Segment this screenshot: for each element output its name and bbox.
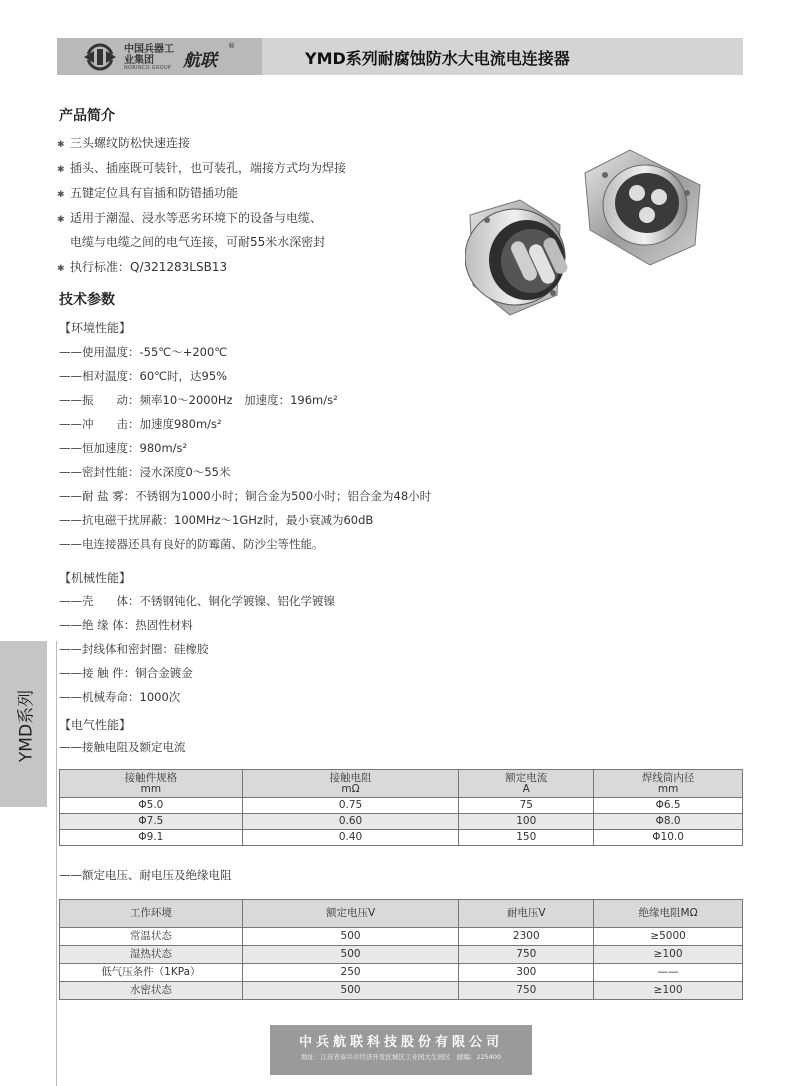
mech-item: ——绝 缘 体：热固性材料 — [59, 618, 193, 632]
bullet-star-icon: ✱ — [57, 264, 65, 274]
bullet-text: 适用于潮湿、浸水等恶劣环境下的设备与电缆、 — [70, 211, 323, 225]
contact-resistance-table — [59, 769, 743, 846]
bullet-text: 三头螺纹防松快速连接 — [70, 136, 191, 150]
table-cell: 100 — [459, 814, 594, 830]
mech-item: ——封线体和密封圈：硅橡胶 — [59, 642, 209, 656]
table-header-row — [60, 900, 743, 928]
table-row — [60, 830, 743, 846]
env-item: ——电连接器还具有良好的防霉菌、防沙尘等性能。 — [59, 537, 324, 551]
table-cell: 500 — [242, 946, 459, 964]
table-cell: 0.60 — [242, 814, 459, 830]
side-tab-label: YMD系列 — [16, 689, 37, 763]
header-unit: A — [522, 782, 530, 795]
table-row — [60, 982, 743, 1000]
mech-item: ——壳 体：不锈钢钝化、铜化学镀镍、铝化学镀镍 — [59, 594, 335, 608]
header-unit: mm — [140, 782, 162, 795]
voltage-insulation-table — [59, 899, 743, 1000]
intro-bullet — [57, 134, 190, 154]
intro-bullet — [57, 184, 238, 204]
table-cell: Φ5.0 — [60, 798, 243, 814]
header-label: 额定电流 — [505, 771, 548, 784]
table-cell: ≥100 — [594, 982, 743, 1000]
footer-company: 中兵航联科技股份有限公司 — [298, 1035, 503, 1050]
logo-english-text: NORINCO GROUP — [124, 65, 172, 71]
table-cell: 250 — [242, 964, 459, 982]
table-header-cell: 耐电压V — [459, 900, 594, 928]
table-header-cell — [60, 770, 243, 798]
env-item: ——恒加速度：980m/s² — [59, 441, 188, 455]
table-header-cell — [459, 770, 594, 798]
env-item: ——相对温度：60℃时，达95% — [59, 369, 228, 383]
table-cell: ≥100 — [594, 946, 743, 964]
mech-section-title: 【机械性能】 — [59, 571, 132, 585]
header-unit: mm — [657, 782, 679, 795]
table-cell: Φ7.5 — [60, 814, 243, 830]
table-cell: 低气压条件（1KPa） — [60, 964, 243, 982]
mech-item: ——机械寿命：1000次 — [59, 690, 181, 704]
header-label: 接触件规格 — [124, 771, 178, 784]
table-row — [60, 946, 743, 964]
bullet-text: 插头、插座既可装针，也可装孔，端接方式均为焊接 — [70, 161, 347, 175]
table-cell: 水密状态 — [60, 982, 243, 1000]
page-title: YMD系列耐腐蚀防水大电流电连接器 — [305, 49, 570, 68]
env-item: ——冲 击：加速度980m/s² — [59, 417, 222, 431]
table-cell: —— — [594, 964, 743, 982]
table-cell: 750 — [459, 946, 594, 964]
header-unit: mΩ — [341, 782, 360, 795]
table-cell: 500 — [242, 928, 459, 946]
table-cell: Φ6.5 — [594, 798, 743, 814]
intro-bullet — [57, 258, 227, 278]
connector-photo — [465, 145, 715, 320]
bullet-text: 执行标准：Q/321283LSB13 — [70, 260, 228, 274]
table-header-row — [60, 770, 743, 798]
intro-bullet-continuation: 电缆与电缆之间的电气连接，可耐55米水深密封 — [70, 235, 326, 249]
side-divider — [56, 641, 57, 1086]
table-cell: 湿热状态 — [60, 946, 243, 964]
env-section-title: 【环境性能】 — [59, 321, 132, 335]
table-cell: 0.75 — [242, 798, 459, 814]
intro-title: 产品简介 — [59, 108, 115, 124]
registered-mark: ® — [228, 42, 235, 50]
header-label: 焊线筒内径 — [641, 771, 695, 784]
elec-subtitle: ——额定电压、耐电压及绝缘电阻 — [59, 868, 232, 882]
table-row — [60, 814, 743, 830]
table-cell: 0.40 — [242, 830, 459, 846]
env-item: ——耐 盐 雾：不锈钢为1000小时；铜合金为500小时；铝合金为48小时 — [59, 489, 432, 503]
bullet-star-icon: ✱ — [57, 165, 65, 175]
table-cell: 150 — [459, 830, 594, 846]
table-header-cell: 额定电压V — [242, 900, 459, 928]
env-item: ——振 动：频率10～2000Hz 加速度：196m/s² — [59, 393, 338, 407]
logo-chinese-text: 中国兵器工业集团 — [124, 44, 174, 66]
table-cell: 75 — [459, 798, 594, 814]
table-cell: Φ9.1 — [60, 830, 243, 846]
elec-subtitle: ——接触电阻及额定电流 — [59, 740, 186, 754]
table-header-cell — [242, 770, 459, 798]
table-header-cell: 绝缘电阻MΩ — [594, 900, 743, 928]
table-cell: 750 — [459, 982, 594, 1000]
header-label: 接触电阻 — [329, 771, 372, 784]
table-row — [60, 798, 743, 814]
env-item: ——使用温度：-55℃～+200℃ — [59, 345, 228, 359]
table-row — [60, 964, 743, 982]
bullet-star-icon: ✱ — [57, 190, 65, 200]
norinco-logo-icon — [80, 43, 120, 71]
bullet-star-icon: ✱ — [57, 215, 65, 225]
env-item: ——密封性能：浸水深度0～55米 — [59, 465, 231, 479]
table-cell: 2300 — [459, 928, 594, 946]
logo-brand-name: 航联 — [183, 51, 217, 71]
intro-bullet — [57, 209, 322, 229]
table-cell: 300 — [459, 964, 594, 982]
env-item: ——抗电磁干扰屏蔽：100MHz～1GHz时，最小衰减为60dB — [59, 513, 374, 527]
table-cell: ≥5000 — [594, 928, 743, 946]
elec-section-title: 【电气性能】 — [59, 718, 132, 732]
table-cell: Φ8.0 — [594, 814, 743, 830]
footer-address: 地址：江苏省泰兴市经济开发区城区工业园大生园区 邮编：225400 — [300, 1053, 502, 1061]
bullet-text: 五键定位具有盲插和防错插功能 — [70, 186, 239, 200]
params-title: 技术参数 — [59, 292, 115, 308]
table-cell: 500 — [242, 982, 459, 1000]
table-header-cell — [594, 770, 743, 798]
bullet-star-icon: ✱ — [57, 140, 65, 150]
table-header-cell: 工作环境 — [60, 900, 243, 928]
table-cell: 常温状态 — [60, 928, 243, 946]
mech-item: ——接 触 件：铜合金镀金 — [59, 666, 193, 680]
table-row — [60, 928, 743, 946]
intro-bullet — [57, 159, 346, 179]
table-cell: Φ10.0 — [594, 830, 743, 846]
